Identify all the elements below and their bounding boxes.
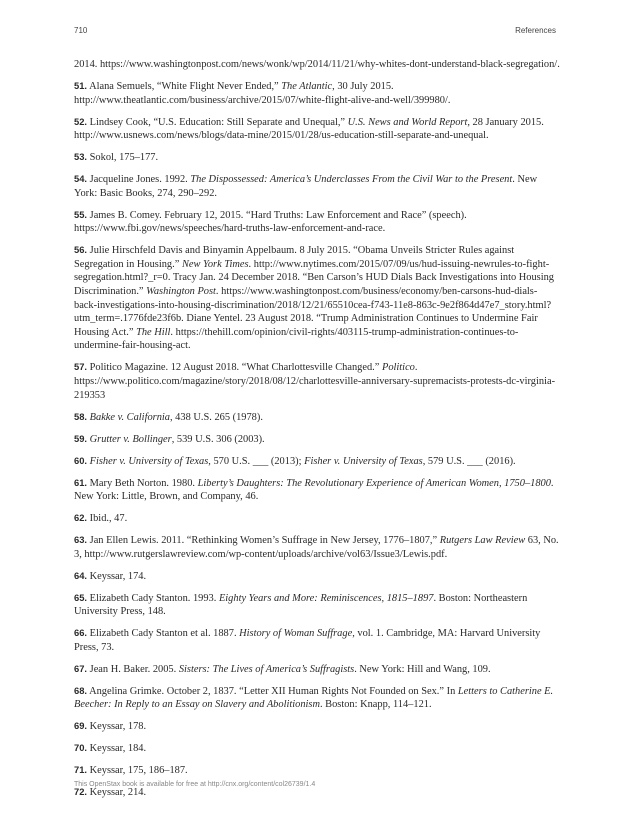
reference-title-italic: Letters to Catherine E. Beecher: In Reply to an Essay on Slavery and Abolitionism <box>74 685 554 711</box>
reference-text: . https://thehill.com/opinion/civil-rights/403115-trump-administration-continues-to-undermine-fair-housing-act. <box>74 326 519 352</box>
reference-title-italic: Grutter v. Bollinger <box>89 433 172 445</box>
reference-number: 71. <box>74 764 88 776</box>
reference-text: 2014. https://www.washingtonpost.com/news/wonk/wp/2014/11/21/why-whites-dont-understand-black-segregation/. <box>74 59 560 70</box>
reference-entry <box>74 662 560 677</box>
reference-text: Ibid., 47. <box>89 513 128 525</box>
reference-number: 56. <box>74 244 88 256</box>
reference-text: Keyssar, 178. <box>89 721 147 733</box>
reference-text: Elizabeth Cady Stanton. 1993. <box>89 592 219 604</box>
reference-title-italic: Fisher v. University of Texas <box>304 455 423 467</box>
reference-text: , 539 U.S. 306 (2003). <box>171 433 265 445</box>
reference-text: Keyssar, 214. <box>89 787 147 799</box>
reference-entry <box>74 511 560 526</box>
reference-number: 52. <box>74 115 88 127</box>
reference-number: 60. <box>74 454 88 466</box>
reference-text: Keyssar, 174. <box>89 570 147 582</box>
reference-entry <box>74 763 560 778</box>
reference-number: 66. <box>74 627 88 639</box>
reference-entry <box>74 533 560 561</box>
reference-number: 62. <box>74 512 88 524</box>
reference-title-italic: Politico <box>381 362 415 374</box>
reference-entry <box>74 432 560 447</box>
reference-title-italic: Sisters: The Lives of America’s Suffragists <box>178 663 355 675</box>
reference-number: 67. <box>74 662 88 674</box>
reference-entry <box>74 476 560 504</box>
reference-title-italic: Fisher v. University of Texas <box>89 455 209 467</box>
reference-text: Angelina Grimke. October 2, 1837. “Letter XII Human Rights Not Founded on Sex.” In <box>89 685 458 697</box>
reference-number: 69. <box>74 720 88 732</box>
reference-text: Jacqueline Jones. 1992. <box>89 174 191 186</box>
reference-entry <box>74 208 560 236</box>
reference-number: 65. <box>74 591 88 603</box>
reference-title-italic: History of Woman Suffrage <box>239 628 353 640</box>
reference-entry <box>74 569 560 584</box>
reference-number: 61. <box>74 476 88 488</box>
reference-title-italic: The Dispossessed: America’s Underclasses From the Civil War to the Present <box>190 174 513 186</box>
reference-text: Alana Semuels, “White Flight Never Ended,” <box>89 80 282 92</box>
reference-number: 63. <box>74 534 88 546</box>
reference-number: 68. <box>74 684 88 696</box>
reference-text: , 579 U.S. ___ (2016). <box>422 455 516 467</box>
reference-number: 72. <box>74 786 88 798</box>
reference-text: . https://www.politico.com/magazine/story/2018/08/12/charlottesville-anniversary-supremacists-protests-dc-virginia-219353 <box>74 362 556 401</box>
reference-text: Sokol, 175–177. <box>89 152 159 164</box>
reference-entry <box>74 626 560 654</box>
reference-number: 54. <box>74 173 88 185</box>
reference-title-italic: New York Times <box>181 258 249 270</box>
reference-text: , 28 January 2015. http://www.usnews.com/news/blogs/data-mine/2015/01/28/us-education-still-separate-and-unequal. <box>74 116 544 142</box>
reference-title-italic: The Atlantic <box>281 80 333 92</box>
reference-text: . Boston: Knapp, 114–121. <box>319 699 432 711</box>
reference-entry <box>74 741 560 756</box>
reference-text: . New York: Basic Books, 274, 290–292. <box>74 174 538 199</box>
reference-title-italic: U.S. News and World Report <box>347 116 468 128</box>
reference-entry <box>74 150 560 165</box>
reference-number: 57. <box>74 361 88 373</box>
reference-text: Julie Hirschfeld Davis and Binyamin Appelbaum. 8 July 2015. “Obama Unveils Stricter Rules against Segregation in Housing.” <box>74 245 515 270</box>
reference-text: Keyssar, 184. <box>89 743 147 755</box>
reference-entry <box>74 360 560 402</box>
reference-text: . New York: Little, Brown, and Company, 46. <box>74 477 554 503</box>
reference-text: . https://www.washingtonpost.com/business/economy/ben-carsons-hud-dials-back-investigations-into-housing-discrimination/2018/12/21/65510cea-f743-11e8-863c-9e2f864d47e7_story.html?utm_term=.1776fde23f6b. Diane Yentel. 23 August 2018. “Trump Administration Continues to Undermine Fair Housing Act.” <box>74 286 552 338</box>
section-title: References <box>515 26 556 35</box>
reference-number: 59. <box>74 432 88 444</box>
reference-entry <box>74 454 560 469</box>
reference-text: Elizabeth Cady Stanton et al. 1887. <box>89 628 240 640</box>
reference-text: . Boston: Northeastern University Press, 148. <box>74 592 528 618</box>
reference-text: Politico Magazine. 12 August 2018. “What Charlottesville Changed.” <box>89 362 382 374</box>
reference-entry <box>74 172 560 200</box>
reference-text: , 570 U.S. ___ (2013); <box>208 455 305 467</box>
reference-list <box>74 58 560 807</box>
reference-entry <box>74 719 560 734</box>
reference-number: 64. <box>74 569 88 581</box>
reference-entry <box>74 243 560 353</box>
reference-text: . New York: Hill and Wang, 109. <box>354 663 491 675</box>
reference-text: , vol. 1. Cambridge, MA: Harvard University Press, 73. <box>74 628 541 653</box>
reference-number: 51. <box>74 79 88 91</box>
reference-text: , 438 U.S. 265 (1978). <box>169 411 263 423</box>
reference-text: Mary Beth Norton. 1980. <box>89 477 198 489</box>
reference-text: 63, No. 3, http://www.rutgerslawreview.com/wp-content/uploads/archive/vol63/Issue3/Lewis.pdf. <box>74 535 559 560</box>
reference-number: 58. <box>74 410 88 422</box>
reference-entry <box>74 115 560 143</box>
reference-text: Jean H. Baker. 2005. <box>89 663 179 675</box>
reference-number: 55. <box>74 208 88 220</box>
reference-title-italic: The Hill <box>136 326 171 338</box>
reference-title-italic: Liberty’s Daughters: The Revolutionary Experience of American Women, 1750–1800 <box>197 477 551 489</box>
reference-entry <box>74 79 560 107</box>
reference-text: James B. Comey. February 12, 2015. “Hard Truths: Law Enforcement and Race” (speech). https://www.fbi.gov/news/speeches/hard-truths-law-enforcement-and-race. <box>74 209 467 235</box>
reference-title-italic: Bakke v. California <box>89 411 170 423</box>
reference-entry <box>74 591 560 619</box>
footer-note: This OpenStax book is available for free at http://cnx.org/content/col26739/1.4 <box>74 781 316 788</box>
reference-text: Keyssar, 175, 186–187. <box>89 765 188 777</box>
reference-title-italic: Eighty Years and More: Reminiscences, 1815–1897 <box>218 592 434 604</box>
reference-title-italic: Rutgers Law Review <box>439 535 526 547</box>
reference-title-italic: Washington Post <box>146 286 216 298</box>
reference-number: 53. <box>74 151 88 163</box>
reference-text: Jan Ellen Lewis. 2011. “Rethinking Women’s Suffrage in New Jersey, 1776–1807,” <box>89 535 440 547</box>
page-number: 710 <box>74 26 88 35</box>
reference-entry <box>74 58 560 72</box>
reference-text: , 30 July 2015. http://www.theatlantic.com/business/archive/2015/07/white-flight-alive-and-well/399980/. <box>74 80 451 106</box>
reference-number: 70. <box>74 742 88 754</box>
reference-entry <box>74 410 560 425</box>
reference-entry <box>74 684 560 712</box>
reference-text: . http://www.nytimes.com/2015/07/09/us/hud-issuing-newrules-to-fight-segregation.html?_r=0. Tracy Jan. 24 December 2018. “Ben Carson’s HUD Dials Back Investigations into Housing Discrimination.” <box>74 258 554 298</box>
reference-text: Lindsey Cook, “U.S. Education: Still Separate and Unequal,” <box>89 116 348 128</box>
